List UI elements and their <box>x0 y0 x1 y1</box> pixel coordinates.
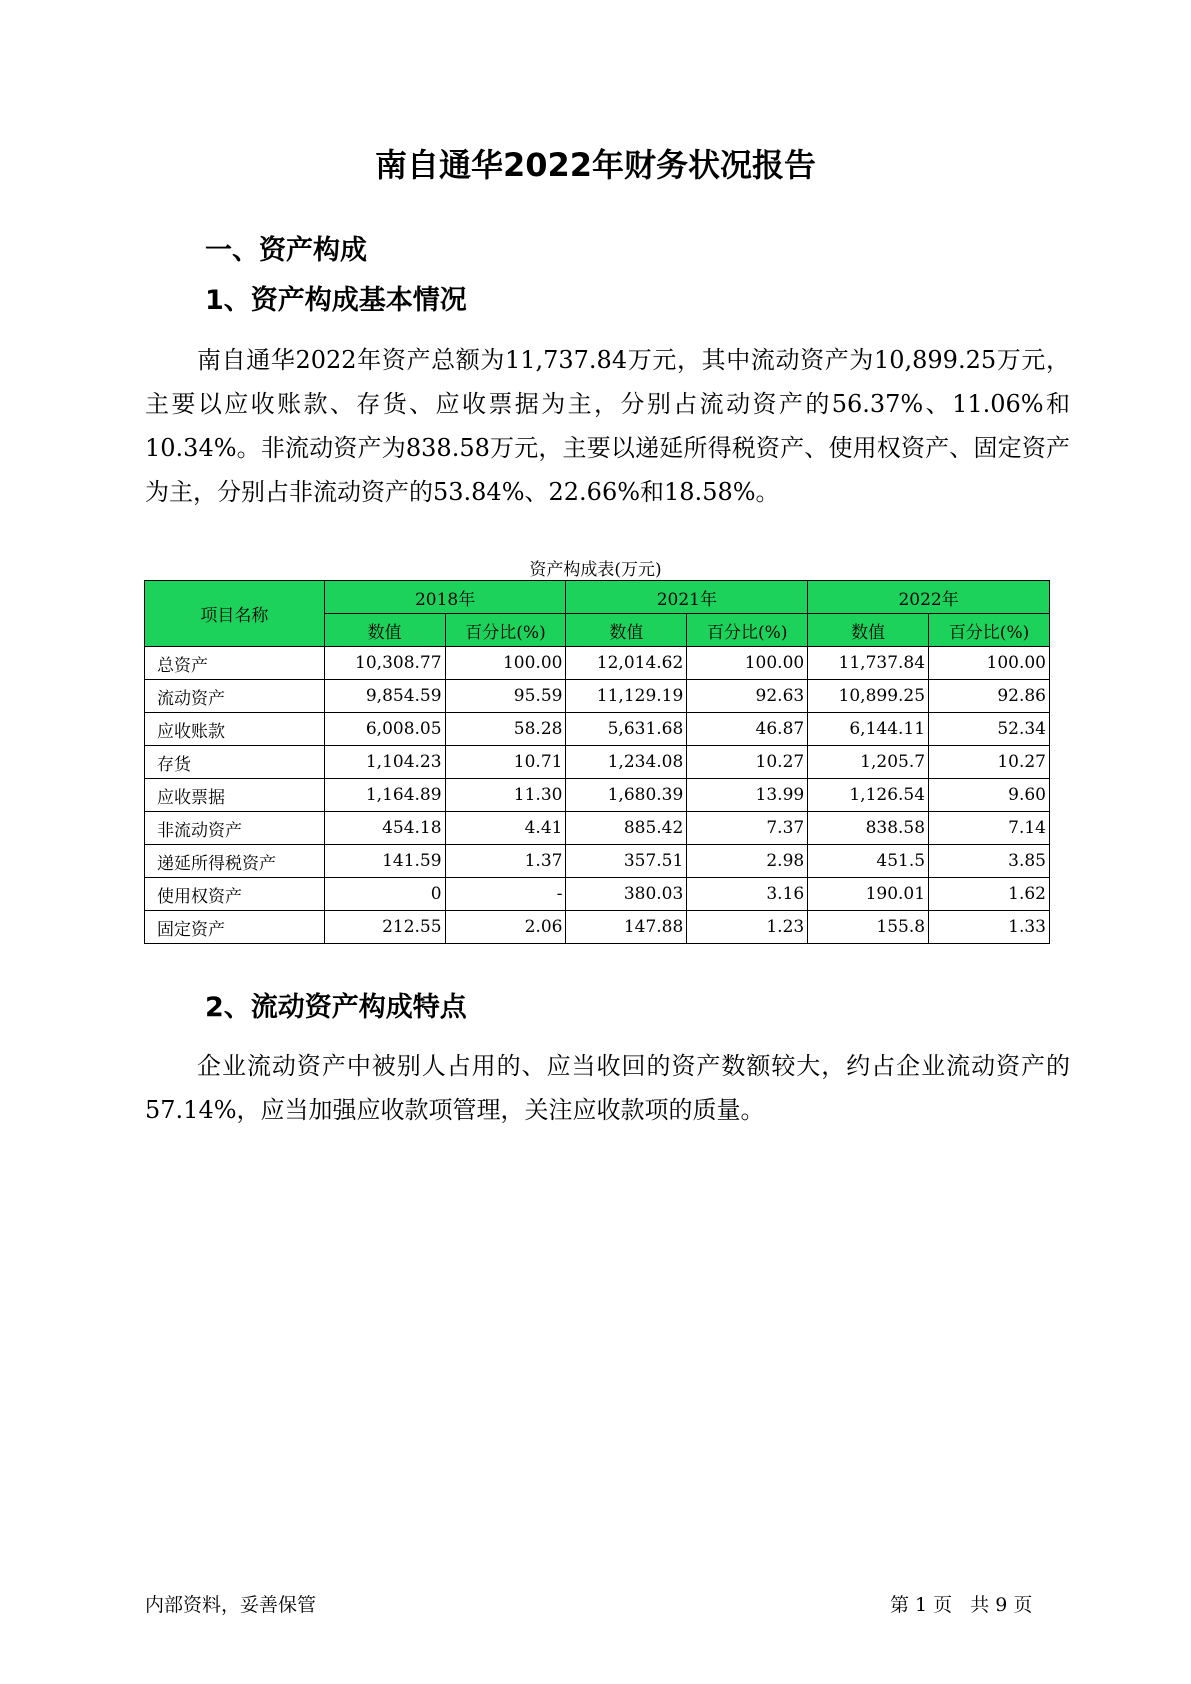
page-title: 南自通华2022年财务状况报告 <box>374 146 817 184</box>
table-body <box>145 647 1050 944</box>
asset-composition-table <box>144 580 1050 944</box>
section-heading-asset-composition: 一、资产构成 <box>205 235 367 266</box>
percent-cell: 7.14 <box>929 812 1050 845</box>
value-cell: 5,631.68 <box>566 713 687 746</box>
table-row <box>145 779 1050 812</box>
value-cell: 6,008.05 <box>324 713 445 746</box>
percent-cell: 13.99 <box>687 779 808 812</box>
value-cell: 838.58 <box>808 812 929 845</box>
subsection-heading-current-assets: 2、流动资产构成特点 <box>205 992 467 1023</box>
paragraph-asset-overview: 南自通华2022年资产总额为11,737.84万元，其中流动资产为10,899.25万元，主要以应收账款、存货、应收票据为主，分别占流动资产的56.37%、11.06%和10.34%。非流动资产为838.58万元，主要以递延所得税资产、使用权资产、固定资产为主，分别占非流动资产的53.84%、22.66%和18.58%。 <box>145 346 1070 506</box>
paragraph-current-assets: 企业流动资产中被别人占用的、应当收回的资产数额较大，约占企业流动资产的57.14%，应当加强应收款项管理，关注应收款项的质量。 <box>145 1052 1070 1124</box>
percent-cell: 1.62 <box>929 878 1050 911</box>
percent-cell: 1.23 <box>687 911 808 944</box>
value-cell: 451.5 <box>808 845 929 878</box>
value-cell: 10,308.77 <box>324 647 445 680</box>
percent-cell: 3.16 <box>687 878 808 911</box>
row-label: 存货 <box>145 746 325 779</box>
value-cell: 1,164.89 <box>324 779 445 812</box>
value-cell: 12,014.62 <box>566 647 687 680</box>
percent-cell: 10.27 <box>929 746 1050 779</box>
table-row <box>145 911 1050 944</box>
value-cell: 1,234.08 <box>566 746 687 779</box>
percent-cell: 100.00 <box>929 647 1050 680</box>
row-label: 流动资产 <box>145 680 325 713</box>
table-row <box>145 878 1050 911</box>
percent-cell: 11.30 <box>445 779 566 812</box>
percent-cell: 1.33 <box>929 911 1050 944</box>
table-row <box>145 713 1050 746</box>
header-year-2021: 2021年 <box>566 581 808 614</box>
row-label: 固定资产 <box>145 911 325 944</box>
header-percent: 百分比(%) <box>445 614 566 647</box>
value-cell: 141.59 <box>324 845 445 878</box>
row-label: 使用权资产 <box>145 878 325 911</box>
table-caption: 资产构成表(万元) <box>529 560 662 580</box>
header-value: 数值 <box>808 614 929 647</box>
value-cell: 0 <box>324 878 445 911</box>
header-percent: 百分比(%) <box>929 614 1050 647</box>
footer-page-indicator <box>890 1590 1038 1617</box>
page-prefix: 第 <box>890 1594 910 1616</box>
value-cell: 1,680.39 <box>566 779 687 812</box>
percent-cell: 92.86 <box>929 680 1050 713</box>
value-cell: 11,737.84 <box>808 647 929 680</box>
subsection-heading-basic: 1、资产构成基本情况 <box>205 285 467 316</box>
value-cell: 6,144.11 <box>808 713 929 746</box>
percent-cell: 52.34 <box>929 713 1050 746</box>
value-cell: 11,129.19 <box>566 680 687 713</box>
table-row <box>145 812 1050 845</box>
value-cell: 357.51 <box>566 845 687 878</box>
header-year-2018: 2018年 <box>324 581 566 614</box>
header-item-name: 项目名称 <box>145 581 325 647</box>
row-label: 递延所得税资产 <box>145 845 325 878</box>
percent-cell: 7.37 <box>687 812 808 845</box>
value-cell: 885.42 <box>566 812 687 845</box>
value-cell: 1,205.7 <box>808 746 929 779</box>
value-cell: 155.8 <box>808 911 929 944</box>
value-cell: 9,854.59 <box>324 680 445 713</box>
total-pages: 9 <box>995 1594 1008 1616</box>
table-row <box>145 845 1050 878</box>
total-prefix: 共 <box>970 1594 990 1616</box>
value-cell: 1,126.54 <box>808 779 929 812</box>
row-label: 非流动资产 <box>145 812 325 845</box>
header-value: 数值 <box>566 614 687 647</box>
percent-cell: 2.06 <box>445 911 566 944</box>
percent-cell: 3.85 <box>929 845 1050 878</box>
percent-cell: 46.87 <box>687 713 808 746</box>
page-unit: 页 <box>933 1594 953 1616</box>
page-number: 1 <box>915 1594 928 1616</box>
value-cell: 454.18 <box>324 812 445 845</box>
row-label: 应收票据 <box>145 779 325 812</box>
header-year-2022: 2022年 <box>808 581 1050 614</box>
table-row <box>145 647 1050 680</box>
percent-cell: 100.00 <box>687 647 808 680</box>
percent-cell: 9.60 <box>929 779 1050 812</box>
value-cell: 190.01 <box>808 878 929 911</box>
percent-cell: 10.27 <box>687 746 808 779</box>
percent-cell: - <box>445 878 566 911</box>
percent-cell: 92.63 <box>687 680 808 713</box>
table-row <box>145 680 1050 713</box>
value-cell: 380.03 <box>566 878 687 911</box>
value-cell: 10,899.25 <box>808 680 929 713</box>
percent-cell: 95.59 <box>445 680 566 713</box>
footer-confidential-note: 内部资料，妥善保管 <box>145 1594 317 1616</box>
percent-cell: 4.41 <box>445 812 566 845</box>
header-value: 数值 <box>324 614 445 647</box>
total-unit: 页 <box>1013 1594 1033 1616</box>
percent-cell: 58.28 <box>445 713 566 746</box>
value-cell: 212.55 <box>324 911 445 944</box>
row-label: 总资产 <box>145 647 325 680</box>
percent-cell: 10.71 <box>445 746 566 779</box>
table-row <box>145 746 1050 779</box>
value-cell: 1,104.23 <box>324 746 445 779</box>
percent-cell: 100.00 <box>445 647 566 680</box>
value-cell: 147.88 <box>566 911 687 944</box>
row-label: 应收账款 <box>145 713 325 746</box>
percent-cell: 1.37 <box>445 845 566 878</box>
header-percent: 百分比(%) <box>687 614 808 647</box>
percent-cell: 2.98 <box>687 845 808 878</box>
